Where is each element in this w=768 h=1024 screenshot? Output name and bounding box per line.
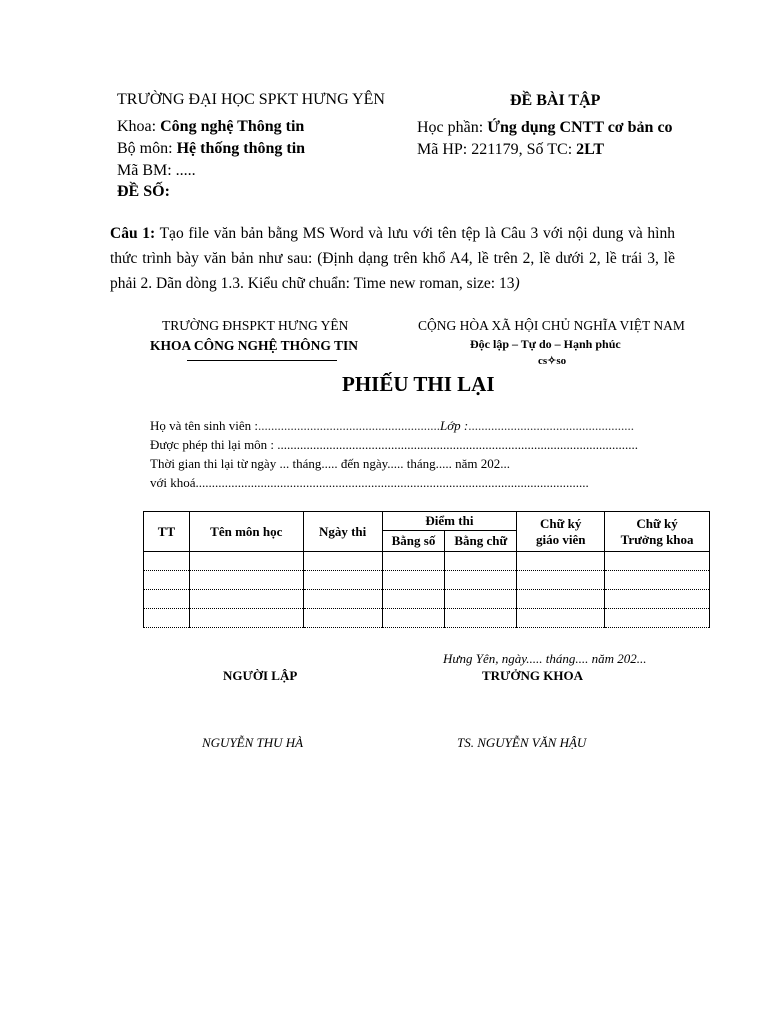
form-title: PHIẾU THI LẠI xyxy=(342,372,495,396)
col-dean-signature-b: Trưởng khoa xyxy=(620,531,694,547)
col-subject: Tên môn học xyxy=(189,512,303,552)
table-row xyxy=(144,590,710,609)
question-text: Tạo file văn bản bằng MS Word và lưu với tên tệp là Câu 3 với nội dung và hình thức trình bày văn bản như sau: (Định dạng trên khổ A4, lề trên 2, lề dưới 2, lề trái 3, lề phải 2. Dãn dòng 1.3. Kiểu chữ chuẩn: Time new roman, size: 13 xyxy=(110,225,675,292)
sample-republic: CỘNG HÒA XÃ HỘI CHỦ NGHĨA VIỆT NAM xyxy=(418,318,685,333)
question-label: Câu 1: xyxy=(110,225,156,242)
col-tt: TT xyxy=(144,512,190,552)
department-label: Bộ môn: xyxy=(117,140,173,157)
col-score-words: Bằng chữ xyxy=(445,531,517,552)
school-name: TRƯỜNG ĐẠI HỌC SPKT HƯNG YÊN xyxy=(117,91,385,108)
sample-faculty: KHOA CÔNG NGHỆ THÔNG TIN xyxy=(150,338,359,353)
maker-name: NGUYỄN THU HÀ xyxy=(202,735,304,750)
course-label: Học phần: xyxy=(417,119,484,136)
question-paragraph xyxy=(110,221,675,296)
field-student-name xyxy=(150,418,634,434)
code-text: Mã HP: 221179, Số TC: xyxy=(417,141,573,158)
course-value: Ứng dụng CNTT cơ bản co xyxy=(487,119,673,136)
table-row xyxy=(144,571,710,590)
col-dean-signature-a: Chữ ký xyxy=(636,515,678,531)
department-line xyxy=(117,139,305,159)
table-row xyxy=(144,552,710,571)
faculty-value: Công nghệ Thông tin xyxy=(160,118,305,135)
sample-motto: Độc lập – Tự do – Hạnh phúc xyxy=(470,337,621,351)
field-student-name-dots: ........................................................ xyxy=(257,418,440,433)
course-line xyxy=(417,118,673,138)
field-class-label: Lớp : xyxy=(439,418,469,433)
faculty-line xyxy=(117,117,304,137)
col-teacher-signature-a: Chữ ký xyxy=(540,515,582,531)
col-score-number: Bằng số xyxy=(382,531,445,552)
sample-school: TRƯỜNG ĐHSPKT HƯNG YÊN xyxy=(162,318,349,333)
field-class-dots: ................................................... xyxy=(468,418,634,433)
code-line xyxy=(417,140,604,160)
col-date: Ngày thi xyxy=(303,512,382,552)
exam-title: ĐỀ BÀI TẬP xyxy=(510,92,601,109)
col-teacher-signature xyxy=(517,512,605,552)
department-value: Hệ thống thông tin xyxy=(176,140,306,157)
ornament-glyph: cs✧so xyxy=(538,355,567,367)
field-student-name-label: Họ và tên sinh viên : xyxy=(150,418,258,433)
table-row xyxy=(144,609,710,628)
place-date: Hưng Yên, ngày..... tháng.... năm 202... xyxy=(443,651,647,666)
subject-code: Mã BM: ..... xyxy=(117,162,196,179)
maker-label: NGƯỜI LẬP xyxy=(223,668,298,683)
credits-value: 2LT xyxy=(576,141,605,158)
exam-number: ĐỀ SỐ: xyxy=(117,183,170,200)
score-table xyxy=(143,511,710,628)
col-teacher-signature-b: giáo viên xyxy=(535,531,586,547)
dean-label: TRƯỞNG KHOA xyxy=(482,668,583,683)
field-retake-time: Thời gian thi lại từ ngày ... tháng..... đến ngày..... tháng..... năm 202... xyxy=(150,456,511,471)
question-close: ) xyxy=(514,275,520,292)
left-underline xyxy=(187,360,337,361)
dean-name: TS. NGUYỄN VĂN HẬU xyxy=(457,735,587,750)
col-score: Điểm thi xyxy=(382,512,517,531)
field-cohort: với khoá......................................................................................................................... xyxy=(150,475,589,490)
field-subject: Được phép thi lại môn : ............................................................................................................... xyxy=(150,437,639,452)
col-dean-signature xyxy=(605,512,710,552)
faculty-label: Khoa: xyxy=(117,118,157,135)
